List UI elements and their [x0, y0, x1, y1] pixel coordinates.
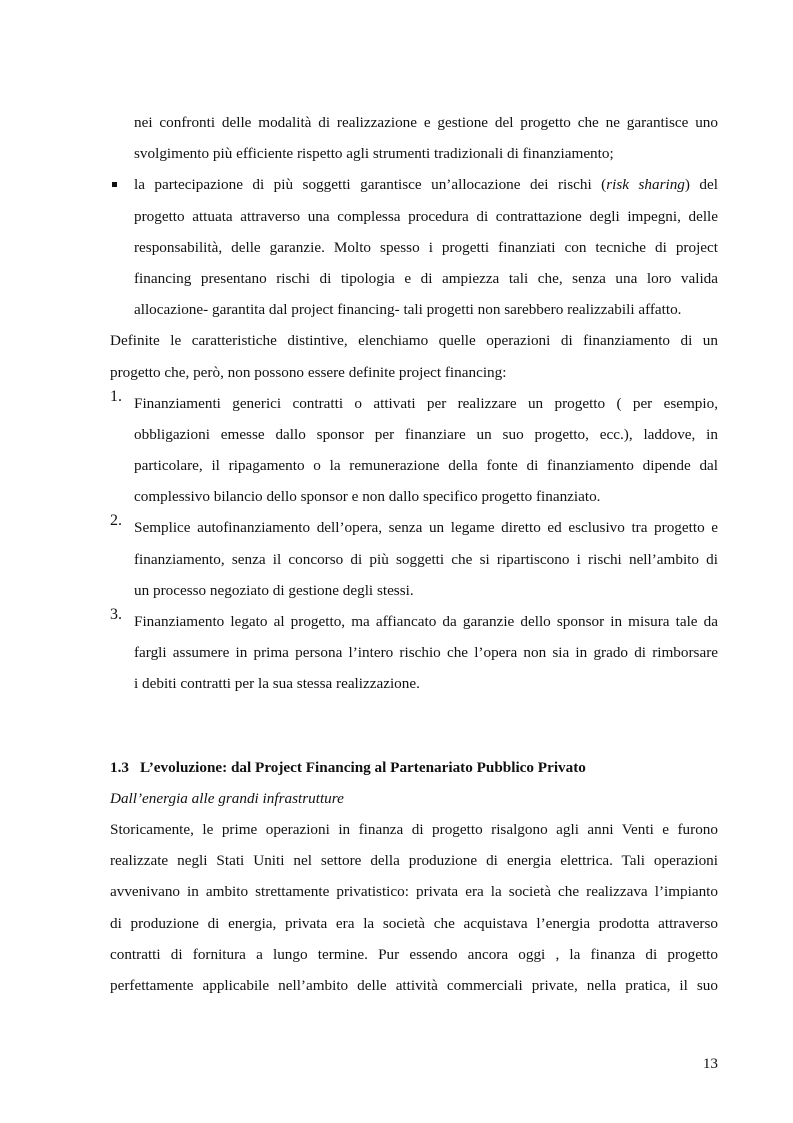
- text-line: nei confronti delle modalità di realizzazione e gestione del progetto che ne garantisce uno: [134, 114, 718, 131]
- text-line: complessivo bilancio dello sponsor e non dallo specifico progetto finanziato.: [134, 488, 601, 506]
- text-line: allocazione- garantita dal project financing- tali progetti non sarebbero realizzabili affatto.: [134, 301, 682, 319]
- text-line: la partecipazione di più soggetti garantisce un’allocazione dei rischi (risk sharing) del: [134, 176, 718, 194]
- list-number: 1.: [110, 387, 122, 405]
- text-line: svolgimento più efficiente rispetto agli strumenti tradizionali di finanziamento;: [134, 145, 614, 163]
- list-number: 3.: [110, 606, 122, 623]
- text-line: Storicamente, le prime operazioni in finanza di progetto risalgono agli anni Venti e furono: [110, 820, 718, 838]
- text-line: fargli assumere in prima persona l’intero rischio che l’opera non sia in grado di rimborsare: [134, 644, 718, 662]
- section-heading: [110, 752, 718, 783]
- text-line: i debiti contratti per la sua stessa realizzazione.: [134, 675, 420, 693]
- list-number: 2.: [110, 512, 122, 530]
- text-line: avvenivano in ambito strettamente privatistico: privata era la società che realizzava l’impianto: [110, 883, 718, 901]
- text-line: responsabilità, delle garanzie. Molto spesso i progetti finanziati con tecniche di project: [134, 238, 718, 256]
- text-line: Finanziamento legato al progetto, ma affiancato da garanzie dello sponsor in misura tale da: [134, 613, 718, 630]
- text-line: particolare, il ripagamento o la remunerazione della fonte di finanziamento dipende dal: [134, 457, 718, 475]
- section-number: 1.3: [110, 758, 129, 776]
- numbered-item: [110, 388, 718, 513]
- text-line: contratti di fornitura a lungo termine. Pur essendo ancora oggi , la finanza di progetto: [110, 945, 718, 963]
- text-line: un processo negoziato di gestione degli stessi.: [134, 581, 414, 599]
- emphasis-text: risk sharing: [606, 176, 685, 194]
- text-line: Finanziamenti generici contratti o attivati per realizzare un progetto ( per esempio,: [134, 394, 718, 412]
- section-subtitle: Dall’energia alle grandi infrastrutture: [110, 789, 344, 807]
- text-line: di produzione di energia, privata era la società che acquistava l’energia prodotta attraverso: [110, 914, 718, 932]
- bullet-item: [110, 169, 718, 325]
- text-line: Semplice autofinanziamento dell’opera, senza un legame diretto ed esclusivo tra progetto e: [134, 519, 718, 537]
- text-line: finanziamento, senza il concorso di più soggetti che si ripartiscono i rischi nell’ambito di: [134, 550, 718, 568]
- square-bullet-icon: [112, 182, 117, 187]
- section-spacer: [110, 700, 718, 752]
- numbered-item: [110, 606, 718, 700]
- text-line: progetto che, però, non possono essere definite project financing:: [110, 363, 507, 381]
- document-page: [110, 107, 718, 1001]
- text-line: progetto attuata attraverso una complessa procedura di contrattazione degli impegni, delle: [134, 207, 718, 225]
- text-line: Definite le caratteristiche distintive, elenchiamo quelle operazioni di finanziamento di un: [110, 332, 718, 350]
- numbered-item: [110, 512, 718, 606]
- text-line: financing presentano rischi di tipologia e di ampiezza tali che, senza una loro valida: [134, 269, 718, 287]
- page-number: 13: [702, 1055, 718, 1072]
- text-line: realizzate negli Stati Uniti nel settore della produzione di energia elettrica. Tali operazioni: [110, 852, 718, 870]
- text-line: perfettamente applicabile nell’ambito delle attività commerciali private, nella pratica, il suo: [110, 976, 718, 994]
- text-line: obbligazioni emesse dallo sponsor per finanziare un suo progetto, ecc.), laddove, in: [134, 425, 718, 443]
- section-title: L’evoluzione: dal Project Financing al Partenariato Pubblico Privato: [140, 758, 586, 776]
